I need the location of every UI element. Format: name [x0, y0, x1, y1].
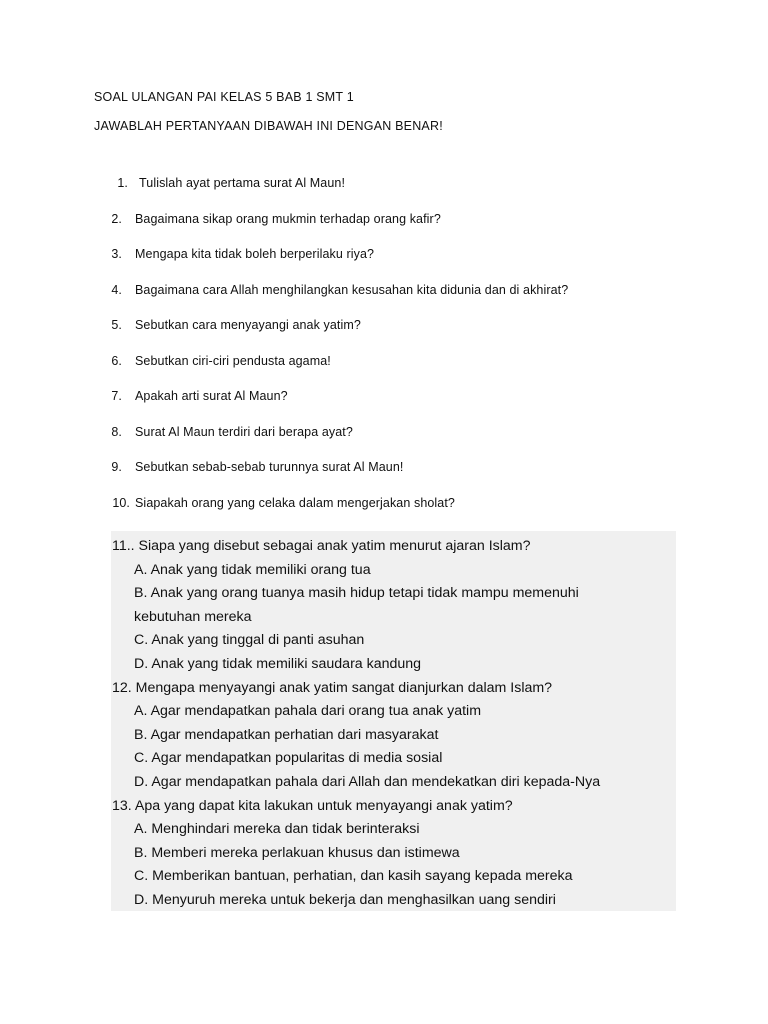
- question-text: Mengapa kita tidak boleh berperilaku riya?: [135, 247, 375, 261]
- question-number: 6.: [111, 353, 122, 368]
- question-number: 9.: [111, 460, 122, 474]
- multiple-choice-section: [111, 531, 676, 911]
- question-text: Surat Al Maun terdiri dari berapa ayat?: [135, 424, 353, 439]
- answer-option: A. Menghindari mereka dan tidak berinteraksi: [134, 821, 420, 838]
- question-number: 4.: [111, 282, 122, 297]
- question-number: 3.: [111, 247, 122, 261]
- question-text: Sebutkan ciri-ciri pendusta agama!: [135, 353, 331, 368]
- question-text: 12. Mengapa menyayangi anak yatim sangat dianjurkan dalam Islam?: [112, 679, 553, 696]
- question-number: 10.: [112, 495, 130, 510]
- answer-option: C. Memberikan bantuan, perhatian, dan kasih sayang kepada mereka: [134, 868, 573, 885]
- question-number: 7.: [111, 389, 122, 403]
- question-text: Sebutkan sebab-sebab turunnya surat Al Maun!: [135, 460, 404, 474]
- answer-option: B. Memberi mereka perlakuan khusus dan istimewa: [134, 844, 460, 861]
- answer-option: A. Anak yang tidak memiliki orang tua: [134, 561, 371, 578]
- answer-option: A. Agar mendapatkan pahala dari orang tua anak yatim: [134, 703, 482, 720]
- question-text: Tulislah ayat pertama surat Al Maun!: [139, 176, 346, 190]
- answer-option: C. Anak yang tinggal di panti asuhan: [134, 632, 365, 649]
- answer-option: B. Anak yang orang tuanya masih hidup tetapi tidak mampu memenuhi: [134, 585, 579, 602]
- question-number: 2.: [111, 211, 122, 226]
- answer-option: D. Anak yang tidak memiliki saudara kandung: [134, 656, 422, 672]
- answer-option: D. Agar mendapatkan pahala dari Allah dan mendekatkan diri kepada-Nya: [134, 774, 601, 790]
- answer-option: D. Menyuruh mereka untuk bekerja dan menghasilkan uang sendiri: [134, 892, 556, 908]
- question-text: 11.. Siapa yang disebut sebagai anak yatim menurut ajaran Islam?: [112, 538, 531, 554]
- answer-option-continued: kebutuhan mereka: [134, 608, 252, 625]
- question-text: Apakah arti surat Al Maun?: [135, 389, 288, 403]
- instruction-text: JAWABLAH PERTANYAAN DIBAWAH INI DENGAN BENAR!: [94, 119, 443, 133]
- question-text: Bagaimana sikap orang mukmin terhadap orang kafir?: [135, 211, 441, 226]
- question-number: 8.: [111, 424, 122, 439]
- question-text: Siapakah orang yang celaka dalam mengerjakan sholat?: [135, 495, 455, 510]
- answer-option: C. Agar mendapatkan popularitas di media sosial: [134, 750, 443, 767]
- answer-option: B. Agar mendapatkan perhatian dari masyarakat: [134, 726, 439, 743]
- question-text: Sebutkan cara menyayangi anak yatim?: [135, 318, 361, 332]
- question-text: Bagaimana cara Allah menghilangkan kesusahan kita didunia dan di akhirat?: [135, 282, 569, 297]
- document-title: SOAL ULANGAN PAI KELAS 5 BAB 1 SMT 1: [94, 90, 354, 104]
- question-number: 1.: [117, 176, 128, 190]
- question-number: 5.: [111, 318, 122, 332]
- question-text: 13. Apa yang dapat kita lakukan untuk menyayangi anak yatim?: [112, 797, 513, 814]
